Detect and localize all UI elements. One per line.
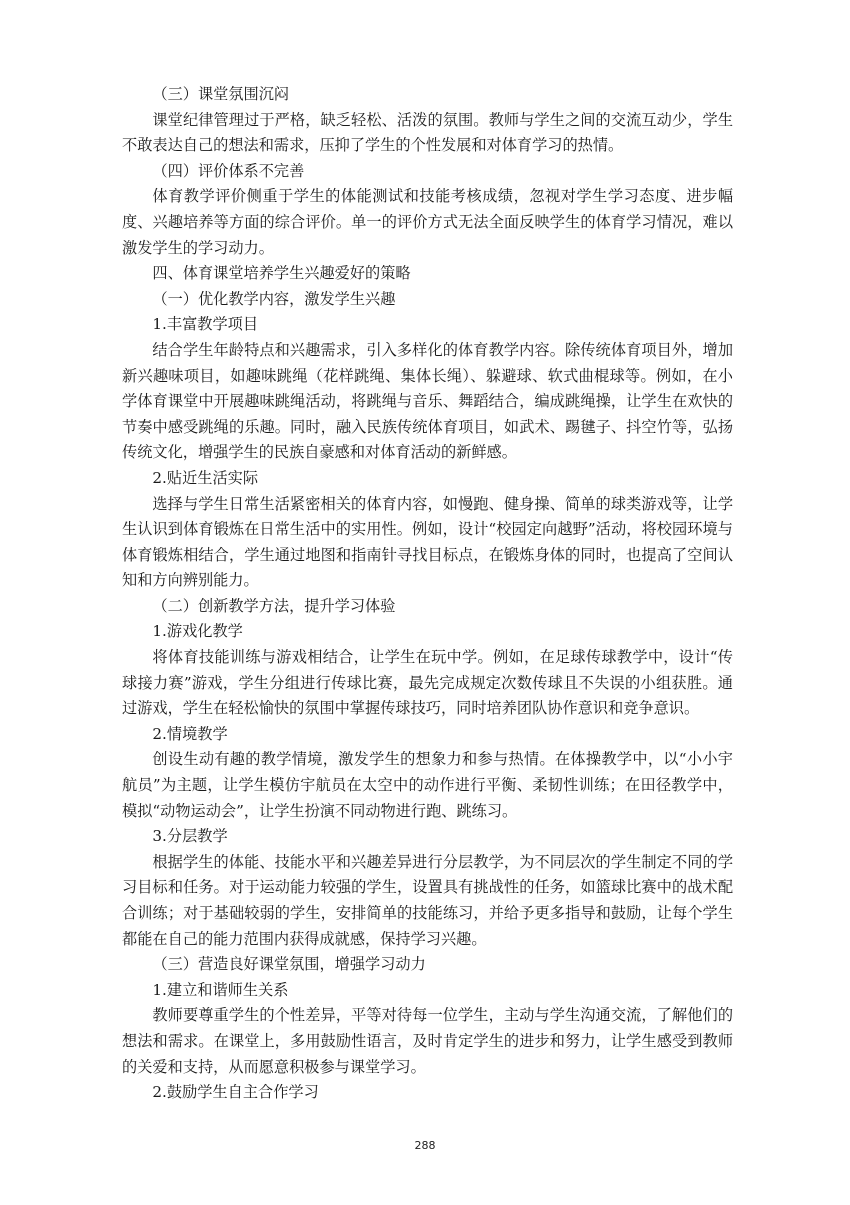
body-paragraph: 课堂纪律管理过于严格，缺乏轻松、活泼的氛围。教师与学生之间的交流互动少，学生不敢表达自己的想法和需求，压抑了学生的个性发展和对体育学习的热情。 xyxy=(122,110,733,155)
section-heading: 2.贴近生活实际 xyxy=(152,468,259,487)
section-heading: （四）评价体系不完善 xyxy=(152,161,305,180)
section-heading: 1.丰富教学项目 xyxy=(152,315,259,334)
page-number: 288 xyxy=(414,1139,436,1152)
section-heading: 1.建立和谐师生关系 xyxy=(152,980,289,999)
section-heading: 2.情境教学 xyxy=(152,724,228,743)
body-paragraph: 教师要尊重学生的个性差异，平等对待每一位学生，主动与学生沟通交流，了解他们的想法和需求。在课堂上，多用鼓励性语言，及时肯定学生的进步和努力，让学生感受到教师的关爱和支持，从而愿意积极参与课堂学习。 xyxy=(122,1006,733,1076)
section-heading: 2.鼓励学生自主合作学习 xyxy=(152,1083,319,1102)
section-heading: （三）营造良好课堂氛围，增强学习动力 xyxy=(152,955,426,974)
section-heading: （三）课堂氛围沉闷 xyxy=(152,85,290,103)
section-heading: （一）优化教学内容，激发学生兴趣 xyxy=(152,289,396,308)
document-body xyxy=(122,82,733,1106)
section-heading: （二）创新教学方法，提升学习体验 xyxy=(152,596,396,615)
section-heading: 1.游戏化教学 xyxy=(152,622,243,641)
body-paragraph: 选择与学生日常生活紧密相关的体育内容，如慢跑、健身操、简单的球类游戏等，让学生认识到体育锻炼在日常生活中的实用性。例如，设计“校园定向越野”活动，将校园环境与体育锻炼相结合，学生通过地图和指南针寻找目标点，在锻炼身体的同时，也提高了空间认知和方向辨别能力。 xyxy=(122,494,733,590)
section-heading: 四、体育课堂培养学生兴趣爱好的策略 xyxy=(152,264,411,283)
body-paragraph: 结合学生年龄特点和兴趣需求，引入多样化的体育教学内容。除传统体育项目外，增加新兴趣味项目，如趣味跳绳（花样跳绳、集体长绳）、躲避球、软式曲棍球等。例如，在小学体育课堂中开展趣味跳绳活动，将跳绳与音乐、舞蹈结合，编成跳绳操，让学生在欢快的节奏中感受跳绳的乐趣。同时，融入民族传统体育项目，如武术、踢毽子、抖空竹等，弘扬传统文化，增强学生的民族自豪感和对体育活动的新鲜感。 xyxy=(122,340,733,462)
section-heading: 3.分层教学 xyxy=(152,827,228,846)
body-paragraph: 根据学生的体能、技能水平和兴趣差异进行分层教学，为不同层次的学生制定不同的学习目标和任务。对于运动能力较强的学生，设置具有挑战性的任务，如篮球比赛中的战术配合训练；对于基础较弱的学生，安排简单的技能练习，并给予更多指导和鼓励，让每个学生都能在自己的能力范围内获得成就感，保持学习兴趣。 xyxy=(122,852,733,948)
body-paragraph: 将体育技能训练与游戏相结合，让学生在玩中学。例如，在足球传球教学中，设计“传球接力赛”游戏，学生分组进行传球比赛，最先完成规定次数传球且不失误的小组获胜。通过游戏，学生在轻松愉快的氛围中掌握传球技巧，同时培养团队协作意识和竞争意识。 xyxy=(122,648,733,718)
body-paragraph: 体育教学评价侧重于学生的体能测试和技能考核成绩，忽视对学生学习态度、进步幅度、兴趣培养等方面的综合评价。单一的评价方式无法全面反映学生的体育学习情况，难以激发学生的学习动力。 xyxy=(122,187,733,257)
body-paragraph: 创设生动有趣的教学情境，激发学生的想象力和参与热情。在体操教学中，以“小小宇航员”为主题，让学生模仿宇航员在太空中的动作进行平衡、柔韧性训练；在田径教学中，模拟“动物运动会”，让学生扮演不同动物进行跑、跳练习。 xyxy=(122,750,733,820)
